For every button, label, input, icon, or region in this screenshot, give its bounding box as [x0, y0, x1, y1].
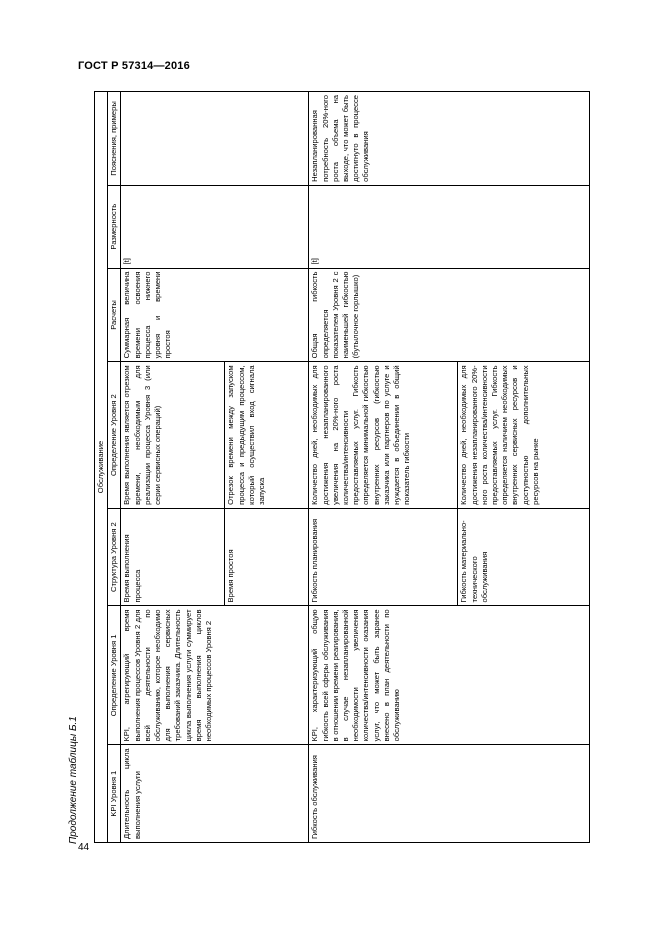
definition-l1-cell: KPI, характеризующий общую гибкость всей сферы обслуживания в отношении времени реагирования, в случае незапланированной необходимости увеличения количества/интенсивности оказания услуг, что может быть заранее внесено в план деятельности по обслуживанию: [309, 606, 590, 745]
definition-l2-item: Количество дней, необходимых для достижения незапланированного 20%-ного роста количества/интенсивности предоставляемых услуг. Гибкость определяется наличием необходимых внутренних сервисных ресурсов и доступностью дополнительных ресурсов на рынке: [457, 362, 589, 507]
col-header-kpi: KPI Уровня 1: [108, 745, 121, 843]
notes-cell: Незапланированная потребность 20%-ного роста объема на выходе, что может быть достигнуто в процессе обслуживания: [309, 92, 590, 186]
col-header-structure-l2: Структура Уровня 2: [108, 508, 121, 606]
table-row: [121, 92, 309, 843]
col-header-unit: Размерность: [108, 185, 121, 268]
definition-l2-item: Отрезок времени между запуском процесса и предыдущим процессом, который осуществил вход сигнала запуска: [224, 362, 308, 507]
col-header-notes: Пояснения, примеры: [108, 92, 121, 186]
col-header-calc: Расчеты: [108, 268, 121, 362]
definition-l2-item: Количество дней, необходимых для достижения незапланированного увеличения на 20%-ного роста количества/интенсивности предоставляемых услуг. Гибкость определяется минимальной гибкостью внутренних ресурсов (гибкостью заказчика или партнеров по услуге и нуждается в объединении в общий показатель гибкости: [310, 365, 412, 505]
kpi-table-container: [94, 91, 590, 843]
standard-title: ГОСТ Р 57314—2016: [78, 60, 190, 72]
kpi-cell: Гибкость обслуживания: [309, 745, 590, 843]
notes-cell: [121, 92, 309, 186]
structure-l2-item: Время выполнения процесса: [122, 534, 142, 603]
kpi-table: [94, 91, 590, 843]
group-header: Обслуживание: [95, 92, 108, 843]
table-row: [309, 92, 590, 843]
definition-l2-item: Время выполнения является отрезком времени, необходимым для реализации процесса Уровня 3 (или серии сервисных операций): [122, 365, 163, 505]
calc-cell: Суммарная величина времени освоения процесса нижнего уровня и времени простоя: [121, 268, 309, 362]
definition-l2-cell: [121, 362, 309, 508]
structure-l2-item: Гибкость материально-технического обслуживания: [457, 509, 589, 606]
structure-l2-cell: [121, 508, 309, 606]
structure-l2-cell: [309, 508, 590, 606]
structure-l2-item: Время простоя: [224, 509, 308, 606]
calc-cell: Общая гибкость определяется показателем Уровня 2 с наименьшей гибкостью (бутылочное горлышко): [309, 268, 590, 362]
structure-l2-item: Гибкость планирования: [310, 518, 320, 603]
definition-l1-cell: KPI, агрегирующий время выполнения процессов Уровня 2 для всей деятельности по обслуживанию, которое необходимо для выполнения сервисных требований заказчика. Длительность цикла выполнения услуги суммирует время выполнения циклов необходимых процессов Уровня 2: [121, 606, 309, 745]
definition-l2-cell: [309, 362, 590, 508]
col-header-definition-l1: Определение Уровня 1: [108, 606, 121, 745]
kpi-cell: Длительность цикла выполнения услуги: [121, 745, 309, 843]
unit-cell: [t]: [309, 185, 590, 268]
col-header-definition-l2: Определение Уровня 2: [108, 362, 121, 508]
table-caption: Продолжение таблицы Б.1: [68, 716, 79, 844]
page-number: 44: [78, 842, 90, 853]
unit-cell: [t]: [121, 185, 309, 268]
